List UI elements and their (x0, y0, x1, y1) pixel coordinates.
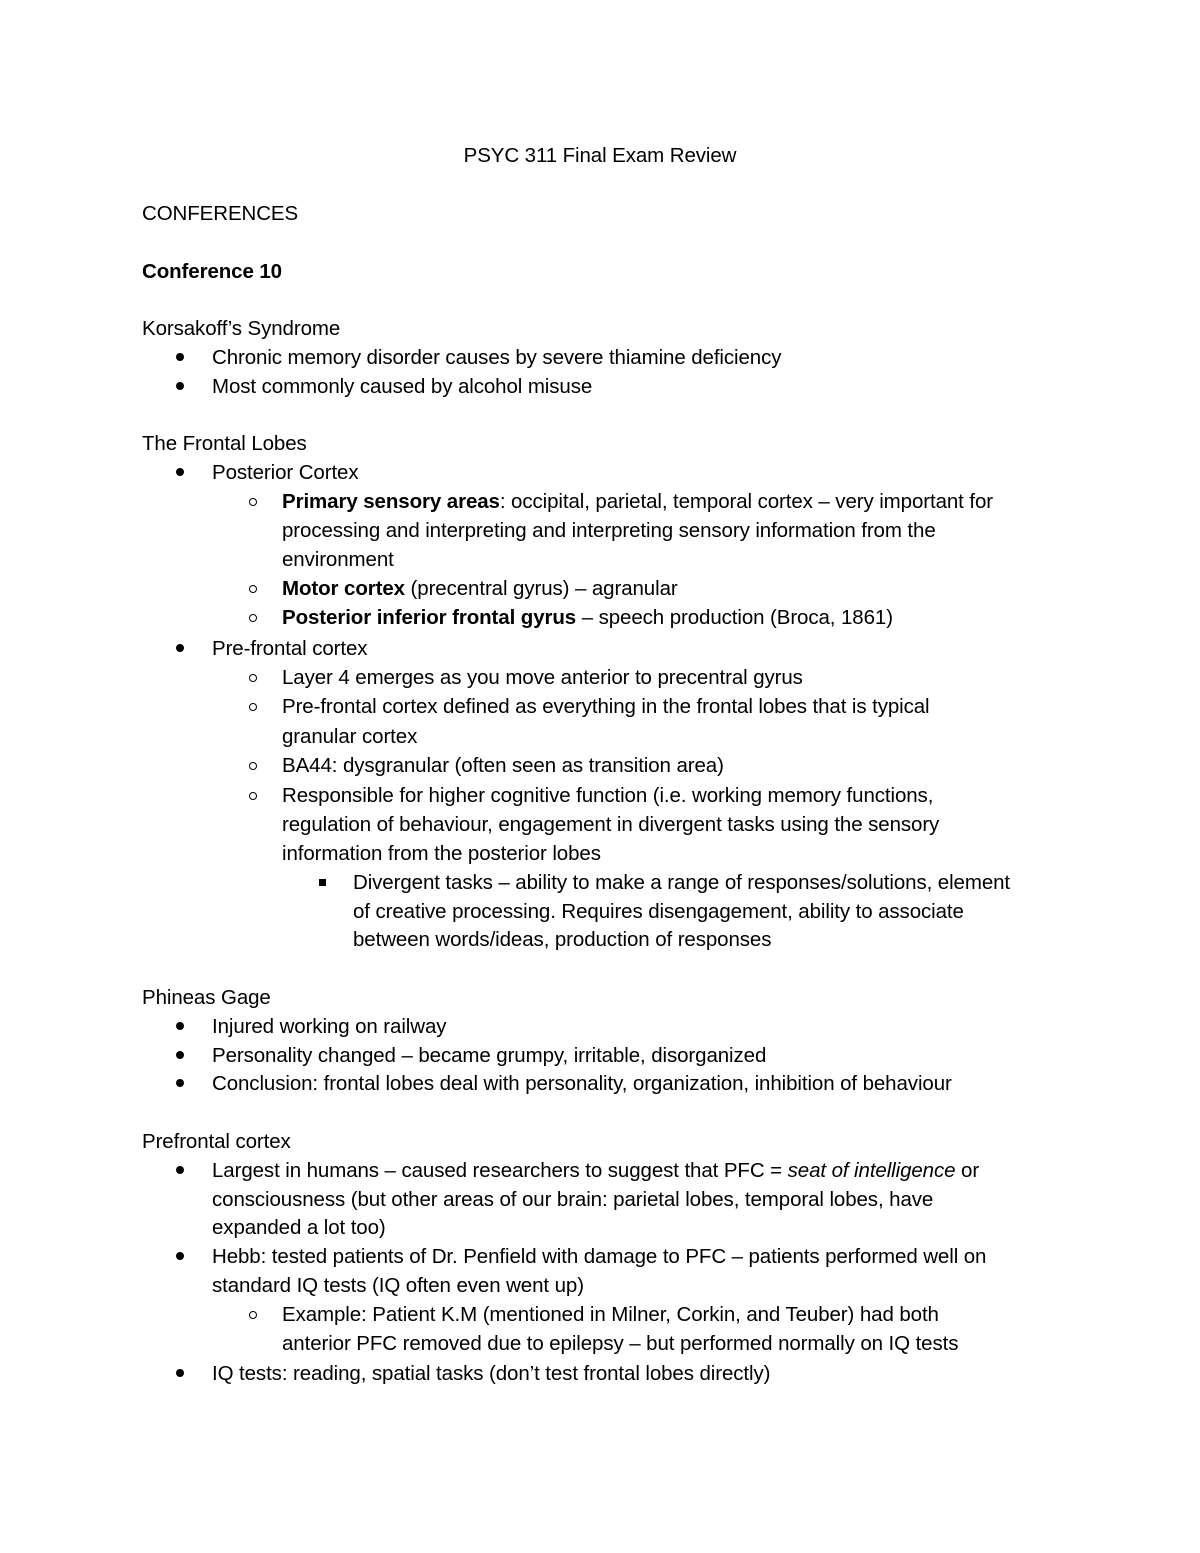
circle-bullet-icon (249, 614, 257, 622)
document-title: PSYC 311 Final Exam Review (463, 144, 737, 167)
pifg-term: Posterior inferior frontal gyrus (282, 606, 577, 629)
circle-bullet-icon (249, 792, 257, 800)
list-item-continuation: processing and interpreting and interpreting sensory information from the (282, 519, 936, 542)
list-item-continuation: standard IQ tests (IQ often even went up) (212, 1274, 584, 1297)
list-item: Hebb: tested patients of Dr. Penfield with damage to PFC – patients performed well on (212, 1245, 987, 1268)
list-item: Most commonly caused by alcohol misuse (212, 375, 593, 398)
bullet-icon (176, 644, 184, 652)
bullet-icon (176, 1079, 184, 1087)
frontal-lobes-heading: The Frontal Lobes (142, 432, 307, 455)
list-item-continuation: between words/ideas, production of responses (353, 928, 772, 951)
list-item: Layer 4 emerges as you move anterior to precentral gyrus (282, 666, 803, 689)
list-item-continuation: of creative processing. Requires disengagement, ability to associate (353, 900, 964, 923)
list-item: Conclusion: frontal lobes deal with personality, organization, inhibition of behaviour (212, 1072, 952, 1095)
bullet-icon (176, 1252, 184, 1260)
list-item: BA44: dysgranular (often seen as transition area) (282, 754, 724, 777)
list-item-continuation: expanded a lot too) (212, 1216, 386, 1239)
circle-bullet-icon (249, 674, 257, 682)
list-item-continuation: information from the posterior lobes (282, 842, 601, 865)
pfc-largest-tail: or (955, 1159, 980, 1182)
bullet-icon (176, 1369, 184, 1377)
list-item: Divergent tasks – ability to make a range of responses/solutions, element (353, 871, 1011, 894)
list-item: Injured working on railway (212, 1015, 447, 1038)
bullet-icon (176, 353, 184, 361)
list-item (212, 1156, 979, 1185)
bullet-icon (176, 1166, 184, 1174)
list-item-continuation: anterior PFC removed due to epilepsy – but performed normally on IQ tests (282, 1332, 959, 1355)
section-heading: CONFERENCES (142, 202, 299, 225)
circle-bullet-icon (249, 498, 257, 506)
bullet-icon (176, 1051, 184, 1059)
square-bullet-icon (319, 879, 326, 886)
list-item (282, 603, 893, 632)
list-item: Example: Patient K.M (mentioned in Milner, Corkin, and Teuber) had both (282, 1303, 939, 1326)
list-item: Pre-frontal cortex defined as everything in the frontal lobes that is typical (282, 695, 930, 718)
list-item: Chronic memory disorder causes by severe thiamine deficiency (212, 346, 782, 369)
pfc-largest-text: Largest in humans – caused researchers to suggest that PFC = (212, 1159, 788, 1182)
circle-bullet-icon (249, 1311, 257, 1319)
motor-cortex-text: (precentral gyrus) – agranular (404, 577, 678, 600)
circle-bullet-icon (249, 585, 257, 593)
list-item: Responsible for higher cognitive function (i.e. working memory functions, (282, 784, 934, 807)
list-item: IQ tests: reading, spatial tasks (don’t test frontal lobes directly) (212, 1362, 771, 1385)
list-item-continuation: environment (282, 548, 394, 571)
pifg-text: – speech production (Broca, 1861) (576, 606, 893, 629)
bullet-icon (176, 468, 184, 476)
list-item-continuation: consciousness (but other areas of our brain: parietal lobes, temporal lobes, have (212, 1188, 934, 1211)
korsakoff-heading: Korsakoff’s Syndrome (142, 317, 341, 340)
circle-bullet-icon (249, 762, 257, 770)
list-item: Posterior Cortex (212, 461, 359, 484)
gage-heading: Phineas Gage (142, 986, 271, 1009)
list-item-continuation: granular cortex (282, 725, 418, 748)
primary-sensory-text: : occipital, parietal, temporal cortex – very important for (499, 490, 993, 513)
list-item-continuation: regulation of behaviour, engagement in divergent tasks using the sensory (282, 813, 940, 836)
list-item: Pre-frontal cortex (212, 637, 368, 660)
list-item (282, 574, 678, 603)
conference-heading: Conference 10 (142, 260, 282, 283)
pfc-heading: Prefrontal cortex (142, 1130, 291, 1153)
list-item (282, 487, 993, 516)
list-item: Personality changed – became grumpy, irritable, disorganized (212, 1044, 767, 1067)
circle-bullet-icon (249, 703, 257, 711)
primary-sensory-term: Primary sensory areas (282, 490, 500, 513)
bullet-icon (176, 382, 184, 390)
bullet-icon (176, 1022, 184, 1030)
motor-cortex-term: Motor cortex (282, 577, 405, 600)
seat-of-intelligence-term: seat of intelligence (787, 1159, 956, 1182)
